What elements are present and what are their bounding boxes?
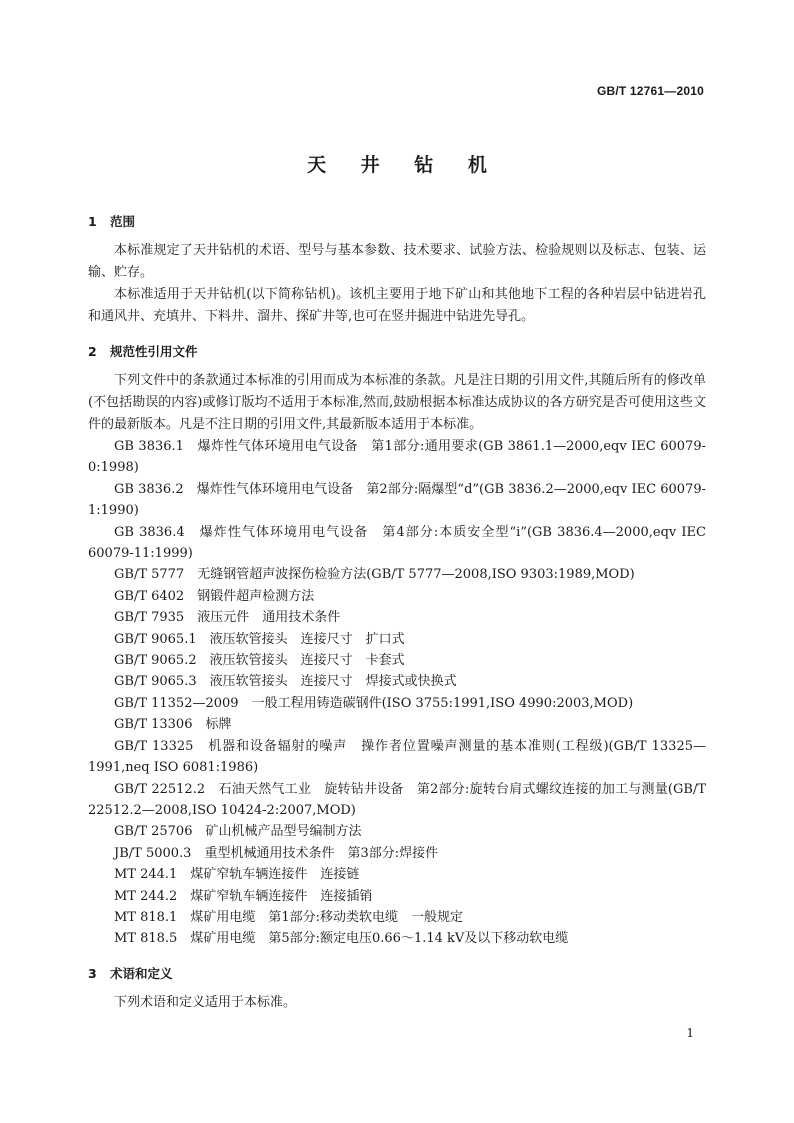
reference-item bbox=[88, 629, 706, 650]
reference-code: JB/T 5000.3 bbox=[114, 845, 192, 861]
reference-item bbox=[88, 564, 706, 585]
reference-item bbox=[88, 693, 706, 714]
page-number: 1 bbox=[686, 1026, 694, 1040]
reference-title: 矿山机械产品型号编制方法 bbox=[205, 824, 362, 840]
reference-title: 机器和设备辐射的噪声 操作者位置噪声测量的基本准则(工程级)(GB/T 13325—1991,neq ISO 6081:1986) bbox=[88, 738, 706, 776]
section-title: 术语和定义 bbox=[110, 965, 173, 981]
reference-code: GB/T 25706 bbox=[114, 824, 193, 840]
document-title: 天 井 钻 机 bbox=[307, 154, 501, 176]
reference-title: 爆炸性气体环境用电气设备 第1部分:通用要求(GB 3861.1—2000,eqv IEC 60079-0:1998) bbox=[88, 439, 706, 476]
reference-title: 重型机械通用技术条件 第3部分:焊接件 bbox=[204, 845, 439, 861]
standard-code: GB/T 12761—2010 bbox=[596, 84, 704, 98]
reference-title: 液压元件 通用技术条件 bbox=[197, 610, 341, 626]
reference-title: 钢锻件超声检测方法 bbox=[197, 588, 315, 604]
reference-title: 液压软管接头 连接尺寸 扩口式 bbox=[209, 631, 405, 647]
reference-title: 爆炸性气体环境用电气设备 第4部分:本质安全型“i”(GB 3836.4—2000,eqv IEC 60079-11:1999) bbox=[88, 524, 706, 562]
section-heading-scope bbox=[88, 212, 706, 232]
reference-item bbox=[88, 479, 706, 522]
reference-item bbox=[88, 607, 706, 628]
reference-item bbox=[88, 586, 706, 607]
scope-paragraph: 本标准规定了天井钻机的术语、型号与基本参数、技术要求、试验方法、检验规则以及标志、包装、运输、贮存。 bbox=[88, 243, 706, 280]
reference-title: 煤矿窄轨车辆连接件 连接链 bbox=[190, 867, 360, 883]
section-number: 3 bbox=[88, 965, 97, 981]
reference-title: 液压软管接头 连接尺寸 焊接式或快换式 bbox=[209, 674, 457, 690]
section-heading-terms bbox=[88, 964, 706, 984]
reference-code: GB/T 9065.3 bbox=[114, 674, 197, 690]
reference-title: 煤矿用电缆 第5部分:额定电压0.66～1.14 kV及以下移动软电缆 bbox=[190, 931, 569, 947]
reference-code: GB/T 13306 bbox=[114, 717, 193, 733]
section-number: 2 bbox=[88, 344, 97, 359]
reference-item bbox=[88, 650, 706, 671]
reference-code: GB/T 7935 bbox=[114, 610, 185, 626]
scope-paragraph: 本标准适用于天井钻机(以下简称钻机)。该机主要用于地下矿山和其他地下工程的各种岩层中钻进岩孔和通风井、充填井、下料井、溜井、探矿井等,也可在竖井掘进中钻进先导孔。 bbox=[88, 287, 706, 324]
reference-code: GB/T 6402 bbox=[114, 588, 185, 604]
reference-item bbox=[88, 843, 706, 864]
normative-intro: 下列文件中的条款通过本标准的引用而成为本标准的条款。凡是注日期的引用文件,其随后所有的修改单(不包括勘误的内容)或修订版均不适用于本标准,然而,鼓励根据本标准达成协议的各方研究是否可使用这些文件的最新版本。凡是不注日期的引用文件,其最新版本适用于本标准。 bbox=[88, 373, 706, 432]
reference-item bbox=[88, 522, 706, 565]
reference-item bbox=[88, 714, 706, 735]
reference-code: GB/T 22512.2 bbox=[114, 781, 206, 797]
reference-code: GB 3836.2 bbox=[114, 481, 184, 497]
section-number: 1 bbox=[88, 214, 97, 229]
reference-item bbox=[88, 436, 706, 479]
reference-title: 液压软管接头 连接尺寸 卡套式 bbox=[209, 653, 405, 669]
reference-item bbox=[88, 928, 706, 949]
reference-title: 标牌 bbox=[205, 717, 232, 733]
reference-title: 石油天然气工业 旋转钻井设备 第2部分:旋转台肩式螺纹连接的加工与测量(GB/T 22512.2—2008,ISO 10424-2:2007,MOD) bbox=[88, 781, 706, 818]
reference-title: 无缝钢管超声波探伤检验方法(GB/T 5777—2008,ISO 9303:1989,MOD) bbox=[197, 567, 635, 583]
reference-title: 一般工程用铸造碳钢件(ISO 3755:1991,ISO 4990:2003,MOD) bbox=[251, 695, 634, 711]
reference-item bbox=[88, 671, 706, 692]
reference-code: GB 3836.4 bbox=[114, 524, 185, 540]
reference-item bbox=[88, 821, 706, 842]
reference-item bbox=[88, 886, 706, 907]
reference-code: GB/T 9065.1 bbox=[114, 631, 197, 647]
document-body bbox=[88, 212, 706, 1014]
reference-list bbox=[88, 436, 706, 950]
reference-code: MT 244.2 bbox=[114, 888, 178, 904]
reference-title: 爆炸性气体环境用电气设备 第2部分:隔爆型“d”(GB 3836.2—2000,eqv IEC 60079-1:1990) bbox=[88, 481, 706, 519]
reference-code: GB/T 13325 bbox=[114, 738, 194, 754]
reference-code: GB/T 5777 bbox=[114, 567, 185, 583]
section-title: 规范性引用文件 bbox=[110, 344, 198, 359]
reference-code: MT 244.1 bbox=[114, 867, 178, 883]
reference-title: 煤矿用电缆 第1部分:移动类软电缆 一般规定 bbox=[190, 909, 464, 925]
reference-title: 煤矿窄轨车辆连接件 连接插销 bbox=[190, 888, 373, 904]
reference-item bbox=[88, 736, 706, 779]
reference-code: GB/T 11352—2009 bbox=[114, 695, 239, 711]
section-heading-normative bbox=[88, 342, 706, 362]
reference-code: MT 818.1 bbox=[114, 909, 178, 925]
reference-item bbox=[88, 907, 706, 928]
reference-code: MT 818.5 bbox=[114, 931, 178, 947]
terms-intro: 下列术语和定义适用于本标准。 bbox=[114, 994, 297, 1010]
section-title: 范围 bbox=[110, 214, 136, 229]
reference-code: GB 3836.1 bbox=[114, 439, 184, 454]
reference-item bbox=[88, 779, 706, 822]
reference-code: GB/T 9065.2 bbox=[114, 653, 197, 669]
reference-item bbox=[88, 864, 706, 885]
